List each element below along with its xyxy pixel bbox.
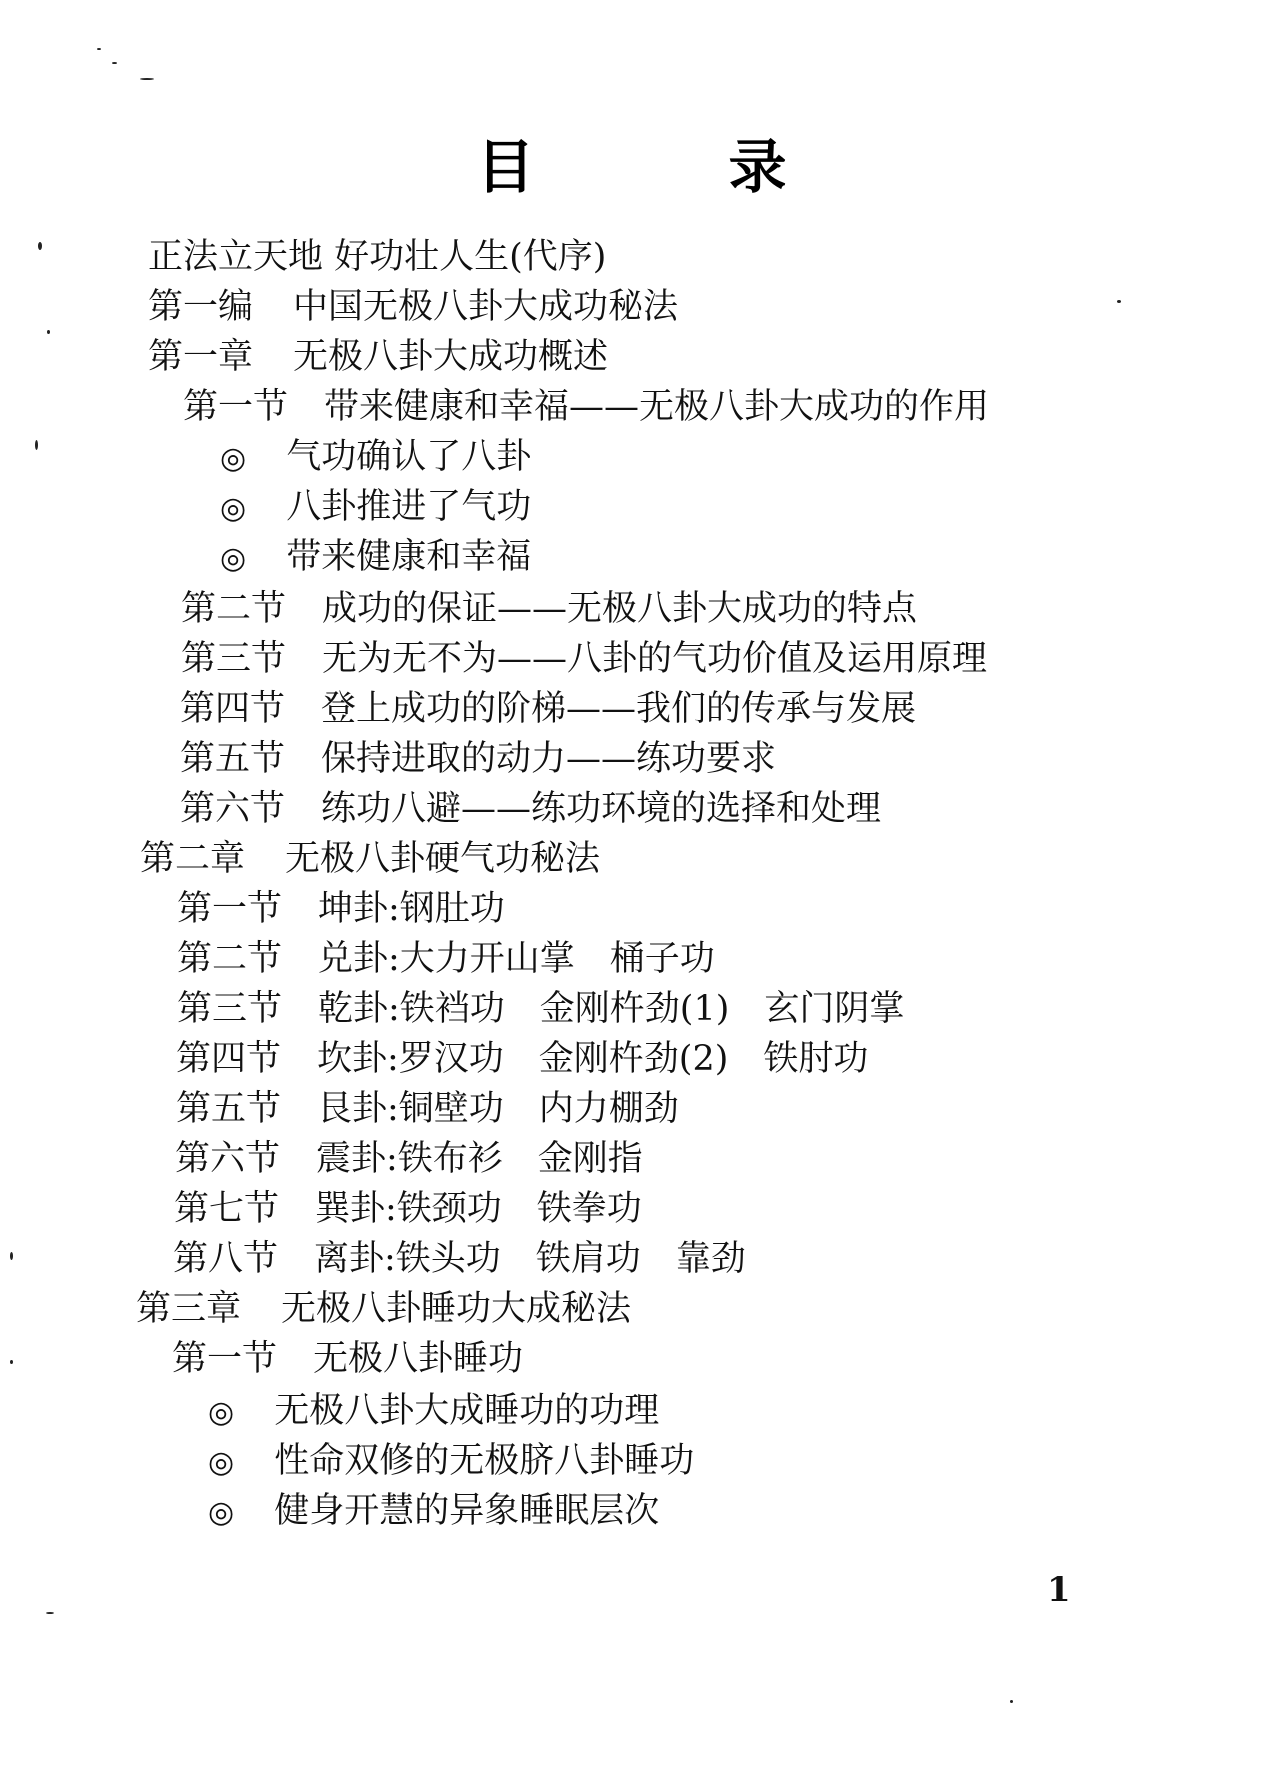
toc-entry-number: 第一章 <box>148 337 254 377</box>
toc-entry-number: 第八节 <box>173 1239 279 1279</box>
toc-entry-text: 无极八卦睡功 <box>313 1339 524 1379</box>
toc-entry-number: 第四节 <box>176 1039 282 1079</box>
toc-section <box>176 1088 679 1130</box>
toc-entry-number: 第一节 <box>177 889 283 929</box>
toc-entry-number: 第六节 <box>180 789 286 829</box>
scan-speck <box>1010 1700 1013 1703</box>
toc-entry-number: 第五节 <box>176 1089 282 1129</box>
toc-entry-text: 成功的保证——无极八卦大成功的特点 <box>322 589 918 629</box>
toc-item <box>208 1390 659 1432</box>
toc-section <box>181 638 987 680</box>
double-circle-bullet-icon: ◎ <box>220 441 247 476</box>
toc-item <box>220 486 531 528</box>
toc-section <box>177 888 505 930</box>
toc-entry-number: 第二章 <box>140 839 246 879</box>
toc-entry-text: 无为无不为——八卦的气功价值及运用原理 <box>322 639 988 679</box>
toc-section <box>175 1138 643 1180</box>
toc-item <box>208 1490 659 1532</box>
toc-entry-text: 兑卦:大力开山掌 桶子功 <box>318 939 715 979</box>
double-circle-bullet-icon: ◎ <box>208 1445 235 1480</box>
toc-entry-text: 坤卦:钢肚功 <box>318 889 505 929</box>
toc-entry-text: 中国无极八卦大成功秘法 <box>293 287 679 327</box>
toc-entry-number: 第一节 <box>183 387 289 427</box>
toc-section <box>180 688 916 730</box>
toc-entry-text: 无极八卦大成睡功的功理 <box>274 1391 660 1431</box>
scan-speck <box>35 440 38 450</box>
toc-entry-text: 艮卦:铜壁功 内力棚劲 <box>317 1089 679 1129</box>
toc-item <box>208 1440 694 1482</box>
toc-entry-number: 第一编 <box>148 287 254 327</box>
toc-entry-text: 登上成功的阶梯——我们的传承与发展 <box>321 689 917 729</box>
toc-entry-text: 坎卦:罗汉功 金刚杵劲(2) 铁肘功 <box>317 1039 869 1079</box>
toc-chapter <box>148 336 608 378</box>
toc-entry-number: 第二节 <box>177 939 283 979</box>
toc-entry-text: 性命双修的无极脐八卦睡功 <box>274 1441 695 1481</box>
toc-entry-text: 巽卦:铁颈功 铁拳功 <box>315 1189 642 1229</box>
toc-item <box>220 436 531 478</box>
scan-speck <box>140 78 154 80</box>
toc-section <box>173 1238 746 1280</box>
scan-speck <box>10 1252 13 1260</box>
toc-entry-number: 第三章 <box>136 1289 242 1329</box>
toc-section <box>183 386 989 428</box>
scan-speck <box>38 242 42 250</box>
page-number: 1 <box>1047 1570 1071 1610</box>
toc-entry-number: 第五节 <box>180 739 286 779</box>
scan-speck <box>1117 300 1121 303</box>
toc-entry-text: 带来健康和幸福——无极八卦大成功的作用 <box>324 387 990 427</box>
double-circle-bullet-icon: ◎ <box>208 1495 235 1530</box>
toc-part <box>148 286 678 328</box>
toc-entry-number: 第三节 <box>181 639 287 679</box>
toc-entry-number: 第七节 <box>174 1189 280 1229</box>
toc-preface <box>148 236 606 278</box>
toc-chapter <box>140 838 600 880</box>
toc-entry-number: 第四节 <box>180 689 286 729</box>
double-circle-bullet-icon: ◎ <box>208 1395 235 1430</box>
toc-entry-text: 健身开慧的异象睡眠层次 <box>274 1491 660 1531</box>
toc-section <box>181 588 917 630</box>
toc-entry-text: 正法立天地 好功壮人生(代序) <box>148 237 607 277</box>
double-circle-bullet-icon: ◎ <box>220 541 247 576</box>
toc-section <box>172 1338 523 1380</box>
scan-speck <box>112 62 117 64</box>
toc-section <box>174 1188 642 1230</box>
toc-entry-text: 乾卦:铁裆功 金刚杵劲(1) 玄门阴掌 <box>318 989 905 1029</box>
toc-entry-number: 第二节 <box>181 589 287 629</box>
toc-section <box>177 938 715 980</box>
toc-section <box>180 738 776 780</box>
toc-chapter <box>136 1288 631 1330</box>
toc-entry-text: 气功确认了八卦 <box>286 437 532 477</box>
toc-entry-text: 离卦:铁头功 铁肩功 靠劲 <box>314 1239 746 1279</box>
toc-entry-text: 无极八卦硬气功秘法 <box>285 839 601 879</box>
toc-entry-text: 带来健康和幸福 <box>286 537 532 577</box>
toc-section <box>176 1038 868 1080</box>
scan-speck <box>97 48 101 50</box>
toc-entry-text: 保持进取的动力——练功要求 <box>321 739 777 779</box>
toc-entry-text: 八卦推进了气功 <box>286 487 532 527</box>
toc-section <box>180 788 881 830</box>
toc-section <box>177 988 904 1030</box>
toc-entry-number: 第三节 <box>177 989 283 1029</box>
toc-entry-text: 震卦:铁布衫 金刚指 <box>316 1139 643 1179</box>
scan-speck <box>47 330 50 334</box>
toc-item <box>220 536 531 578</box>
scan-speck <box>46 1612 54 1614</box>
toc-entry-text: 无极八卦睡功大成秘法 <box>281 1289 632 1329</box>
toc-entry-text: 练功八避——练功环境的选择和处理 <box>321 789 882 829</box>
scan-speck <box>10 1360 13 1364</box>
toc-entry-number: 第六节 <box>175 1139 281 1179</box>
toc-entry-text: 无极八卦大成功概述 <box>293 337 609 377</box>
page-title: 目 录 <box>476 133 855 201</box>
double-circle-bullet-icon: ◎ <box>220 491 247 526</box>
toc-entry-number: 第一节 <box>172 1339 278 1379</box>
